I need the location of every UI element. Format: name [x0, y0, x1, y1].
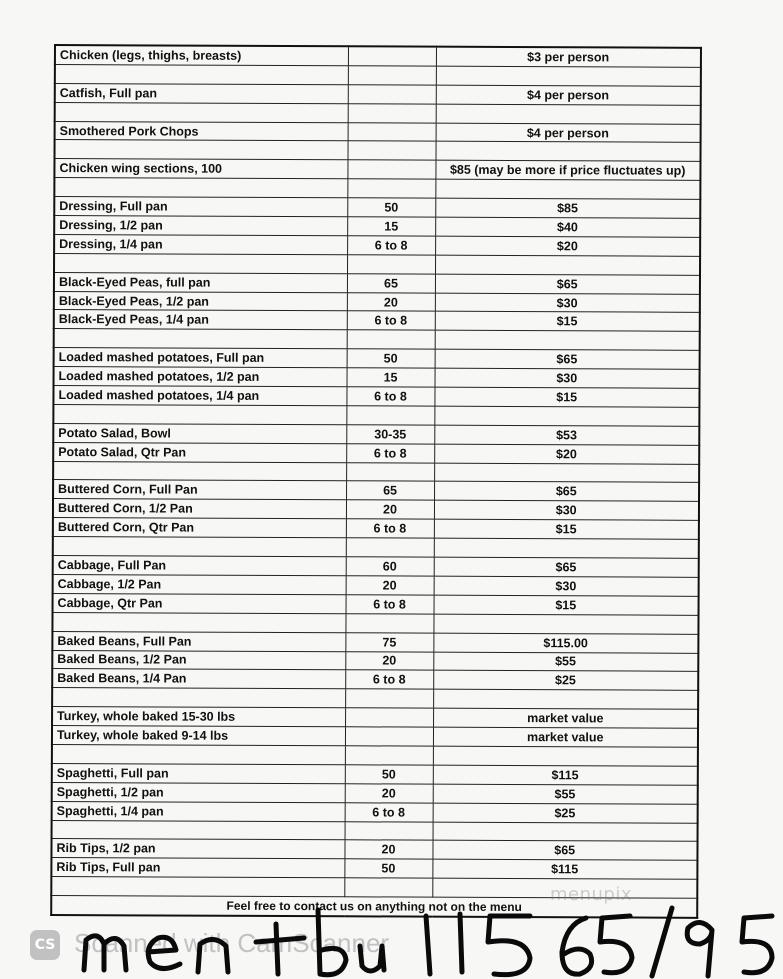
item-price: $65 [432, 841, 697, 861]
item-name: Buttered Corn, 1/2 Pan [53, 499, 346, 519]
item-name: Cabbage, Qtr Pan [53, 593, 346, 613]
serving-count: 20 [345, 651, 433, 670]
serving-count: 65 [347, 273, 435, 292]
item-price: $65 [435, 274, 700, 294]
item-price: $30 [434, 501, 699, 521]
serving-count: 6 to 8 [345, 670, 433, 689]
serving-count [347, 330, 435, 349]
item-name: Loaded mashed potatoes, 1/4 pan [53, 386, 346, 406]
item-name: Black-Eyed Peas, 1/4 pan [54, 310, 347, 330]
item-price: $53 [434, 425, 699, 445]
item-name [52, 744, 345, 764]
item-name: Rib Tips, 1/2 pan [51, 839, 344, 859]
item-price: $40 [435, 217, 700, 237]
serving-count: 6 to 8 [347, 311, 435, 330]
item-price: $15 [435, 312, 700, 332]
serving-count: 20 [345, 784, 433, 803]
serving-count: 6 to 8 [346, 443, 434, 462]
footer-note: Feel free to contact us on anything not on the menu [51, 896, 697, 918]
item-price: $85 (may be more if price fluctuates up) [435, 161, 700, 181]
serving-count [348, 103, 436, 122]
item-price [435, 179, 700, 199]
item-price: $4 per person [436, 85, 701, 105]
item-price: $25 [433, 803, 698, 823]
item-name: Loaded mashed potatoes, Full pan [54, 348, 347, 368]
serving-count [347, 141, 435, 160]
item-price: $25 [433, 671, 698, 691]
item-price: $3 per person [436, 47, 701, 68]
item-name: Rib Tips, Full pan [51, 858, 344, 878]
item-name: Potato Salad, Qtr Pan [53, 442, 346, 462]
menu-table [50, 44, 702, 919]
serving-count: 6 to 8 [345, 802, 433, 821]
menu-sheet [50, 44, 702, 913]
item-price [435, 255, 700, 275]
serving-count: 50 [345, 765, 433, 784]
camscanner-caption: Scanned with CamScanner [74, 928, 390, 958]
item-name: Black-Eyed Peas, 1/2 pan [54, 291, 347, 311]
item-name: Spaghetti, 1/2 pan [52, 782, 345, 802]
serving-count [345, 689, 433, 708]
serving-count: 6 to 8 [346, 519, 434, 538]
item-name [53, 461, 346, 481]
item-name: Buttered Corn, Full Pan [53, 480, 346, 500]
item-name: Dressing, 1/2 pan [54, 216, 347, 236]
item-price: $20 [434, 444, 699, 464]
item-price [433, 822, 698, 842]
item-price: $55 [433, 652, 698, 672]
serving-count [347, 160, 435, 179]
handwriting-transcript: menu 11565195 [1, 901, 9, 902]
serving-count: 30-35 [346, 425, 434, 444]
item-price [433, 614, 698, 634]
item-price: $65 [434, 557, 699, 577]
item-price: $65 [434, 482, 699, 502]
serving-count [348, 122, 436, 141]
item-name [51, 877, 344, 897]
item-price [436, 66, 701, 86]
item-name: Spaghetti, Full pan [52, 763, 345, 783]
item-name: Dressing, Full pan [54, 197, 347, 217]
handwritten-note [0, 900, 783, 979]
menupix-watermark: menupix [550, 884, 633, 905]
serving-count [345, 613, 433, 632]
item-price: $15 [434, 387, 699, 407]
serving-count [345, 727, 433, 746]
item-name: Black-Eyed Peas, full pan [54, 272, 347, 292]
serving-count: 6 to 8 [347, 236, 435, 255]
item-name: Chicken (legs, thighs, breasts) [55, 45, 348, 66]
item-name [53, 537, 346, 557]
serving-count: 20 [346, 576, 434, 595]
item-name [53, 404, 346, 424]
serving-count: 20 [347, 292, 435, 311]
menu-table-body [51, 45, 701, 898]
item-name [52, 688, 345, 708]
serving-count: 50 [344, 859, 432, 878]
item-price: $15 [434, 595, 699, 615]
serving-count [344, 878, 432, 897]
serving-count: 15 [347, 368, 435, 387]
serving-count [345, 708, 433, 727]
serving-count: 65 [346, 481, 434, 500]
serving-count [347, 179, 435, 198]
item-name: Potato Salad, Bowl [53, 423, 346, 443]
item-price: $115 [433, 765, 698, 785]
serving-count: 6 to 8 [346, 387, 434, 406]
item-name: Loaded mashed potatoes, 1/2 pan [54, 367, 347, 387]
serving-count: 20 [344, 840, 432, 859]
item-name: Buttered Corn, Qtr Pan [53, 518, 346, 538]
item-name [55, 102, 348, 122]
serving-count [348, 66, 436, 85]
item-price [433, 746, 698, 766]
item-name: Dressing, 1/4 pan [54, 234, 347, 254]
item-name: Cabbage, Full Pan [53, 556, 346, 576]
item-price [434, 538, 699, 558]
item-name: Baked Beans, Full Pan [52, 631, 345, 651]
serving-count [348, 85, 436, 104]
item-price: $55 [433, 784, 698, 804]
item-price [433, 689, 698, 709]
item-price: $4 per person [436, 123, 701, 143]
item-price [435, 331, 700, 351]
item-price: $115.00 [433, 633, 698, 653]
item-name: Catfish, Full pan [55, 83, 348, 103]
serving-count: 50 [347, 198, 435, 217]
serving-count: 60 [346, 557, 434, 576]
item-name: Spaghetti, 1/4 pan [52, 801, 345, 821]
item-price: market value [433, 708, 698, 728]
item-price [435, 142, 700, 162]
serving-count [345, 746, 433, 765]
item-name: Baked Beans, 1/2 Pan [52, 650, 345, 670]
item-name [54, 253, 347, 273]
serving-count [346, 538, 434, 557]
serving-count [346, 406, 434, 425]
item-name [54, 140, 347, 160]
item-price: $30 [435, 293, 700, 313]
serving-count: 75 [345, 632, 433, 651]
serving-count: 50 [347, 349, 435, 368]
item-price: $30 [435, 368, 700, 388]
item-name [54, 178, 347, 198]
item-price: $85 [435, 198, 700, 218]
item-name: Chicken wing sections, 100 [54, 159, 347, 179]
item-name: Turkey, whole baked 15-30 lbs [52, 707, 345, 727]
item-price: $115 [432, 859, 697, 879]
serving-count: 20 [346, 500, 434, 519]
serving-count [347, 255, 435, 274]
serving-count: 6 to 8 [346, 595, 434, 614]
item-name: Smothered Pork Chops [55, 121, 348, 141]
serving-count: 15 [347, 217, 435, 236]
item-price: $30 [434, 576, 699, 596]
item-name: Turkey, whole baked 9-14 lbs [52, 726, 345, 746]
item-name [54, 329, 347, 349]
camscanner-logo-icon: CS [30, 930, 60, 960]
item-price [434, 406, 699, 426]
item-price: $15 [434, 519, 699, 539]
item-price [436, 104, 701, 124]
item-name [52, 612, 345, 632]
item-price: $65 [435, 349, 700, 369]
item-price [434, 463, 699, 483]
item-name: Cabbage, 1/2 Pan [53, 574, 346, 594]
item-price: market value [433, 727, 698, 747]
serving-count [348, 46, 436, 66]
item-name [55, 64, 348, 84]
serving-count [345, 821, 433, 840]
item-name: Baked Beans, 1/4 Pan [52, 669, 345, 689]
serving-count [346, 462, 434, 481]
item-name [52, 820, 345, 840]
item-price: $20 [435, 236, 700, 256]
